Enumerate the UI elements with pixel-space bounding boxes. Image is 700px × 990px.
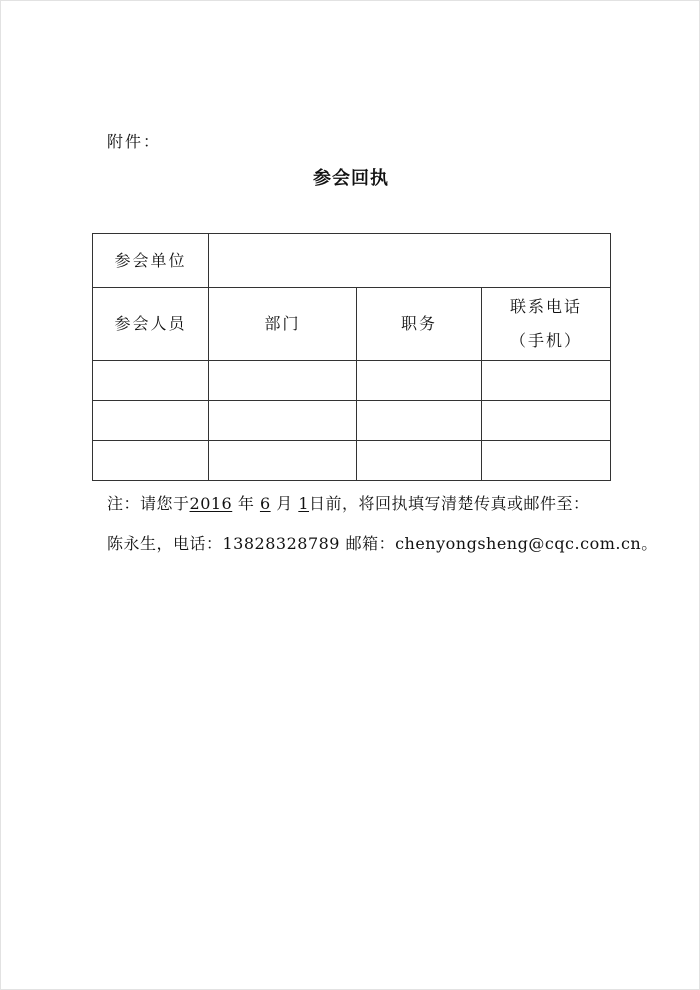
attendee-header-cell: 参会人员	[93, 288, 209, 361]
table-cell	[93, 401, 209, 441]
note-block	[107, 493, 658, 555]
note-suffix: 日前，将回执填写清楚传真或邮件至：	[309, 494, 590, 513]
table-cell	[93, 441, 209, 481]
note-line-1	[107, 493, 627, 515]
deadline-day: 1	[298, 494, 310, 513]
table-cell	[482, 441, 611, 481]
unit-row	[93, 234, 611, 288]
table-cell	[357, 401, 482, 441]
table-cell	[357, 361, 482, 401]
table-row	[93, 441, 611, 481]
department-header-cell: 部门	[209, 288, 357, 361]
table-cell	[357, 441, 482, 481]
table-row	[93, 401, 611, 441]
attachment-label: 附件：	[107, 132, 162, 151]
table-cell	[93, 361, 209, 401]
header-row	[93, 288, 611, 361]
table-cell	[209, 441, 357, 481]
contact-line: 陈永生，电话：13828328789 邮箱：chenyongsheng@cqc.com.cn。	[107, 534, 658, 553]
note-prefix: 注：请您于	[107, 494, 190, 513]
unit-value-cell	[209, 234, 611, 288]
position-header-cell: 职务	[357, 288, 482, 361]
mobile-header-label: （手机）	[510, 331, 583, 350]
deadline-year: 2016	[189, 494, 233, 513]
table-cell	[482, 361, 611, 401]
table-row	[93, 361, 611, 401]
table-cell	[209, 361, 357, 401]
phone-header-cell	[482, 288, 611, 361]
phone-header-label: 联系电话	[510, 297, 583, 316]
page-title: 参会回执	[313, 168, 389, 189]
table-cell	[482, 401, 611, 441]
deadline-year-unit: 年	[237, 494, 255, 513]
deadline-month: 6	[259, 494, 271, 513]
table-cell	[209, 401, 357, 441]
unit-label-cell: 参会单位	[93, 234, 209, 288]
receipt-table	[92, 233, 611, 481]
deadline-month-unit: 月	[276, 494, 293, 513]
